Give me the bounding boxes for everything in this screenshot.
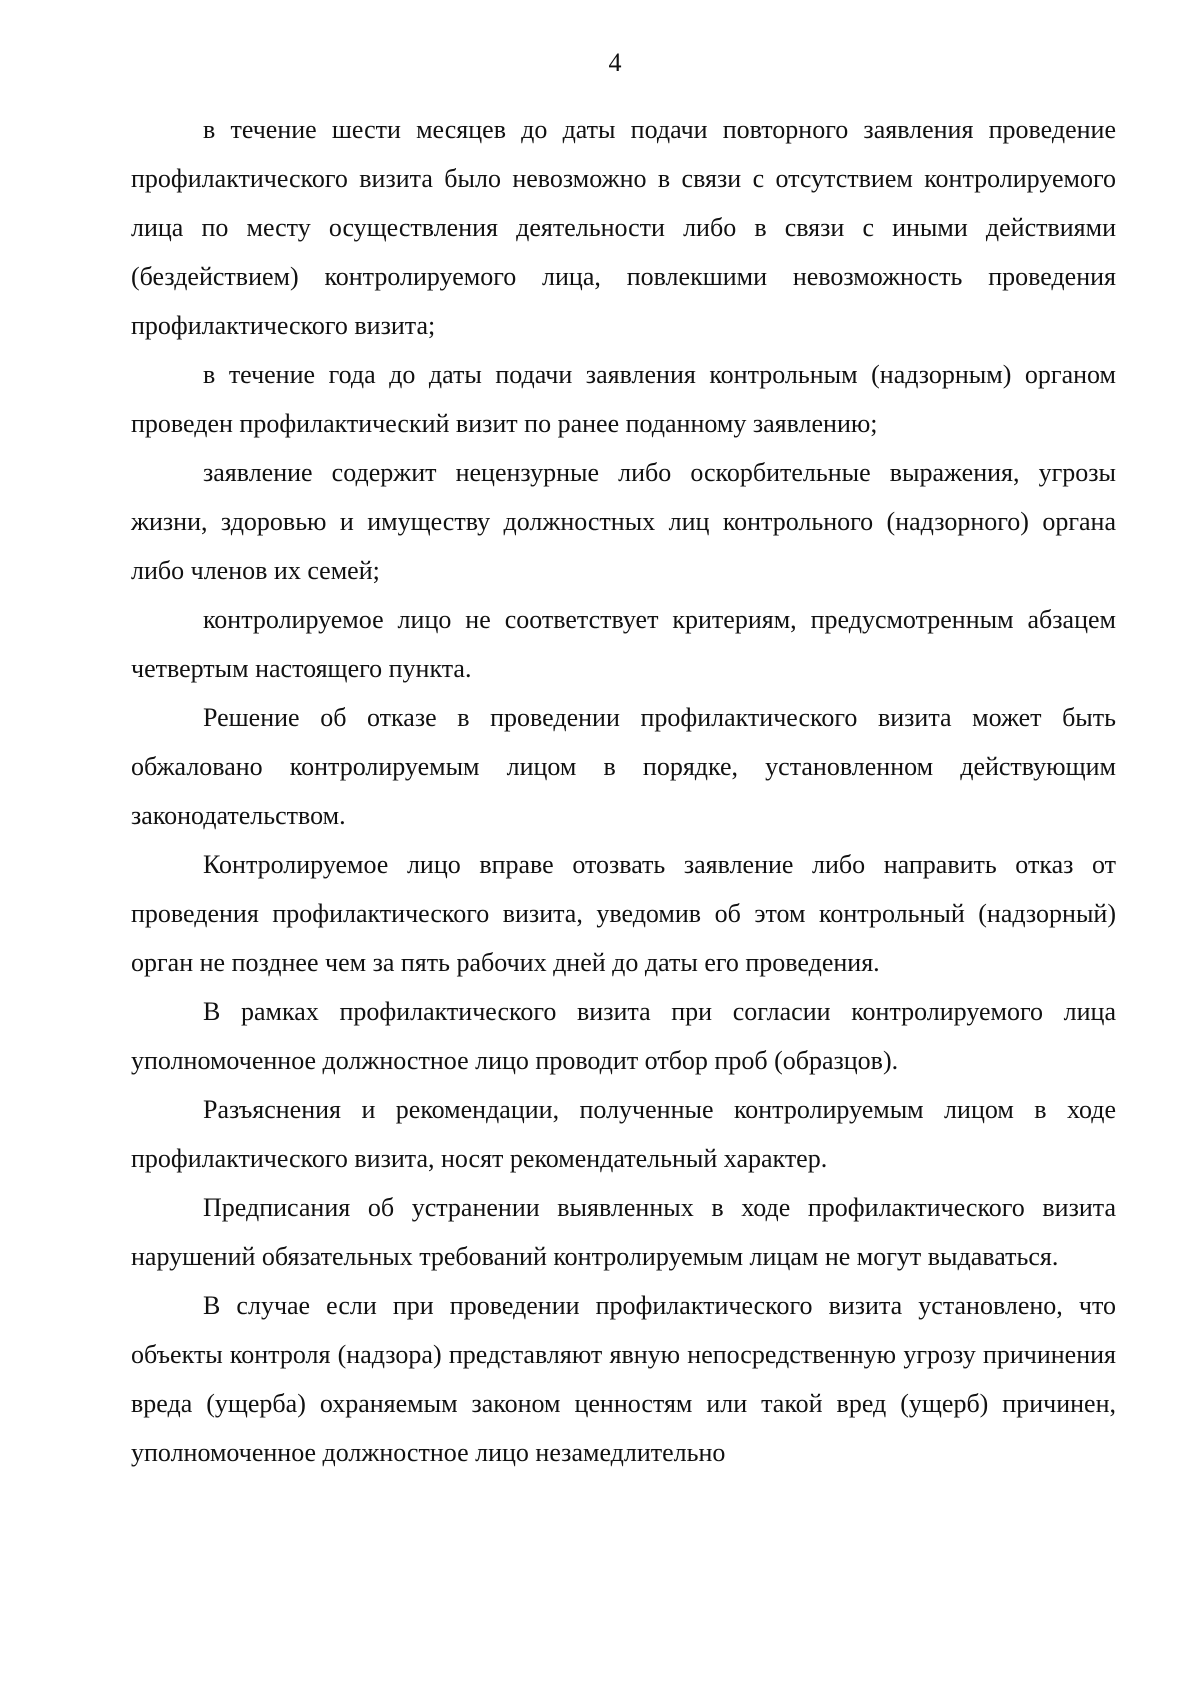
- paragraph-visit-held-within-year: в течение года до даты подачи заявления контрольным (надзорным) органом проведен профилактический визит по ранее поданному заявлению;: [131, 360, 1116, 438]
- paragraph-offensive-statement: заявление содержит нецензурные либо оскорбительные выражения, угрозы жизни, здоровью и имуществу должностных лиц контрольного (надзорного) органа либо членов их семей;: [131, 458, 1116, 585]
- paragraph-refusal-appeal: Решение об отказе в проведении профилактического визита может быть обжаловано контролируемым лицом в порядке, установленном действующим законодательством.: [131, 703, 1116, 830]
- paragraph-withdraw-application: Контролируемое лицо вправе отозвать заявление либо направить отказ от проведения профилактического визита, уведомив об этом контрольный (надзорный) орган не позднее чем за пять рабочих дней до даты его проведения.: [131, 850, 1116, 977]
- page-number: 4: [608, 48, 622, 77]
- paragraph-criteria-mismatch: контролируемое лицо не соответствует критериям, предусмотренным абзацем четвертым настоящего пункта.: [131, 605, 1116, 683]
- paragraph-immediate-threat: В случае если при проведении профилактического визита установлено, что объекты контроля (надзора) представляют явную непосредственную угрозу причинения вреда (ущерба) охраняемым законом ценностям или такой вред (ущерб) причинен, уполномоченное должностное лицо незамедлительно: [131, 1291, 1116, 1467]
- document-body: [131, 105, 1116, 1477]
- paragraph-visit-impossible: в течение шести месяцев до даты подачи повторного заявления проведение профилактического визита было невозможно в связи с отсутствием контролируемого лица по месту осуществления деятельности либо в связи с иными действиями (бездействием) контролируемого лица, повлекшими невозможность проведения профилактического визита;: [131, 115, 1116, 340]
- paragraph-recommendations: Разъяснения и рекомендации, полученные контролируемым лицом в ходе профилактического визита, носят рекомендательный характер.: [131, 1095, 1116, 1173]
- paragraph-no-orders: Предписания об устранении выявленных в ходе профилактического визита нарушений обязательных требований контролируемым лицам не могут выдаваться.: [131, 1193, 1116, 1271]
- paragraph-sampling: В рамках профилактического визита при согласии контролируемого лица уполномоченное должностное лицо проводит отбор проб (образцов).: [131, 997, 1116, 1075]
